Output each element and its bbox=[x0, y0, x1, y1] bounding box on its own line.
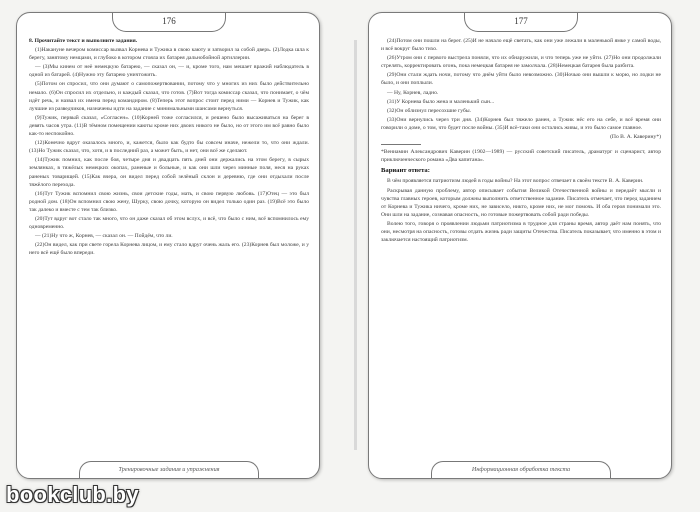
page-body bbox=[381, 37, 661, 458]
page-footer: Информационная обработка текста bbox=[431, 461, 611, 478]
text-paragraph: (29)Они стали ждать ночи, потому что днём уйти было невозможно. (30)Ночью они вышли к морю, но лодки не было, и они поплыли. bbox=[381, 72, 661, 87]
page-number-tab: 176 bbox=[112, 13, 226, 32]
text-paragraph: (26)Утром они с первого выстрела поняли, что их обнаружили, и что теперь уже не уйти. (27)Но они продолжали стрелять, корректировать огонь, пока немецкая батарея не замолчала. (28)Немецкая батарея была разбита. bbox=[381, 55, 661, 70]
text-paragraph: (9)Тужик, первый сказал, «Согласен». (10)Корней тоже согласился, и решено было высаживаться на берег в девять часов утра. (11)В тёмном помещении каюты кроме них двоих никого не было, но от этого им всё равно было как-то неспокойно. bbox=[29, 114, 309, 138]
text-paragraph: — (3)Мы кинем от неё немецкую батарею, — сказал он, — и, кроме того, нам мешает вражий наблюдатель в одной из батарей. (4)Нужно эту батарею уничтожить. bbox=[29, 64, 309, 79]
left-page bbox=[16, 12, 320, 479]
text-paragraph: — (21)Ну что ж, Корнев, — сказал он. — Пойдём, что ли. bbox=[35, 233, 173, 240]
text-paragraph: (14)Тужик помнил, как после боя, четыре дня и двадцать пять дней они держались на этом берегу, в сырых землянках, в тяжёлых немецких окопах, раненые и больные, и как они шли через минные поля, неся на руках раненых товарищей. (15)Как вчера, он видел перед собой зелёный склон и деревню, где они отдыхали после тяжёлого перехода. bbox=[29, 157, 309, 188]
attribution: (По В. А. Каверину*) bbox=[610, 134, 661, 141]
answer-paragraph: Волею того, говоря о проявлении людьми патриотизма в трудное для страны время, автор даёт нам понять, что они, несмотря на опасность, готовы отдать жизнь ради защиты Отечества. Писатель показывает, что именно в этом и заключается настоящий патриотизм. bbox=[381, 220, 661, 244]
text-paragraph: (22)Он видел, как при свете горела Корнева лицом, и ему стало вдруг очень жаль его. (23)Корнев был моложе, и у него всё ещё было впереди. bbox=[29, 242, 309, 257]
answer-paragraph: В чём проявляется патриотизм людей в годы войны? На этот вопрос отвечает в своём тексте В. А. Каверин. bbox=[387, 178, 644, 185]
footnote: *Вениамин Александрович Каверин (1902—1989) — русский советский писатель, драматург и сценарист, автор приключенческого романа «Два капитана». bbox=[381, 149, 661, 164]
text-paragraph: (31)У Корнева было жена и маленький сын... bbox=[387, 98, 495, 105]
text-paragraph: (5)Потом он спросил, что они думают о самопожертвовании, потому что у многих из них было действительно немало. (6)Он спросил их отдельно, и каждый сказал, что готов. (7)Вот тогда комиссар сказал, что понимает, о чём идёт речь, и назвал их имена перед командиром. (8)Теперь этот вопрос стоит перед ними — Корнев и Тужик, как лучшие из разведчиков, назначены идти на задание с минимальными шансами вернуться. bbox=[29, 81, 309, 112]
text-paragraph: (24)Потом они пошли на берег. (25)И не начало ещё светать, как они уже лежали в маленькой ямке у самой воды, и всё вокруг было тихо. bbox=[381, 38, 661, 53]
text-paragraph: (12)Конечно вдруг оказалось много, и, кажется, было как будто бы совсем иначе, нежели то, что они ждали. (13)Но Тужик сказал, что, хотя, и в последний раз, а может быть, и нет, они всё же сделают. bbox=[29, 140, 309, 155]
answer-heading: Вариант ответа: bbox=[381, 167, 430, 175]
text-paragraph: (1)Накануне вечером комиссар вызвал Корнева и Тужика в свою каюту и затворил за собой дверь. (2)Лодка шла к берегу, занятому немцами, и глубоко в котором стояла их батарея дальнобойной артиллерии. bbox=[29, 47, 309, 62]
answer-paragraph: Раскрывая данную проблему, автор описывает события Великой Отечественной войны и передаёт мысли и чувства главных героев, которым должны выполнить ответственное задание. Писатель отмечает, что перед заданием от Корнева и Тужика ничего, кроме них, не зависело, никто, кроме них, не мог помочь. И оба героя понимали это. Они шли на задание, сознавая опасность, но готовые пожертвовать собой ради победы. bbox=[381, 187, 661, 218]
right-page bbox=[368, 12, 672, 479]
text-paragraph: (16)Тут Тужик вспомнил свою жизнь, свои детские годы, мать, и свою первую любовь. (17)Отец — это был родной дом. (18)Он вспомнил свою жену, Шурку, свою дочку, которую он видел только один раз. (19)Всё это было так далеко и вместе с тем так близко. bbox=[29, 190, 309, 213]
page-body bbox=[29, 37, 309, 458]
text-paragraph: (20)Тут вдруг вот стало так много, что он даже сказал об этом вслух, и всё, что было с ним, всё вспомнилось ему одновременно. bbox=[29, 215, 309, 231]
spine-divider bbox=[354, 40, 357, 450]
task-heading: 8. Прочитайте текст и выполните задания. bbox=[29, 38, 138, 44]
watermark: bookclub.by bbox=[6, 482, 139, 507]
text-paragraph: (32)Он облизнул пересохшие губы. bbox=[387, 107, 472, 114]
page-footer: Тренировочные задания и упражнения bbox=[79, 461, 259, 478]
text-paragraph: — Ну, Корнев, ладно. bbox=[387, 89, 439, 96]
text-paragraph: (33)Они вернулись через три дня. (34)Корнев был тяжело ранен, а Тужик нёс его на себе, и всё время они говорили о доме, о том, что будет после войны. (35)И всё-таки они остались живы, и это было самое главное. bbox=[381, 116, 661, 131]
footnote-divider bbox=[381, 144, 421, 145]
page-number-tab: 177 bbox=[464, 13, 578, 32]
